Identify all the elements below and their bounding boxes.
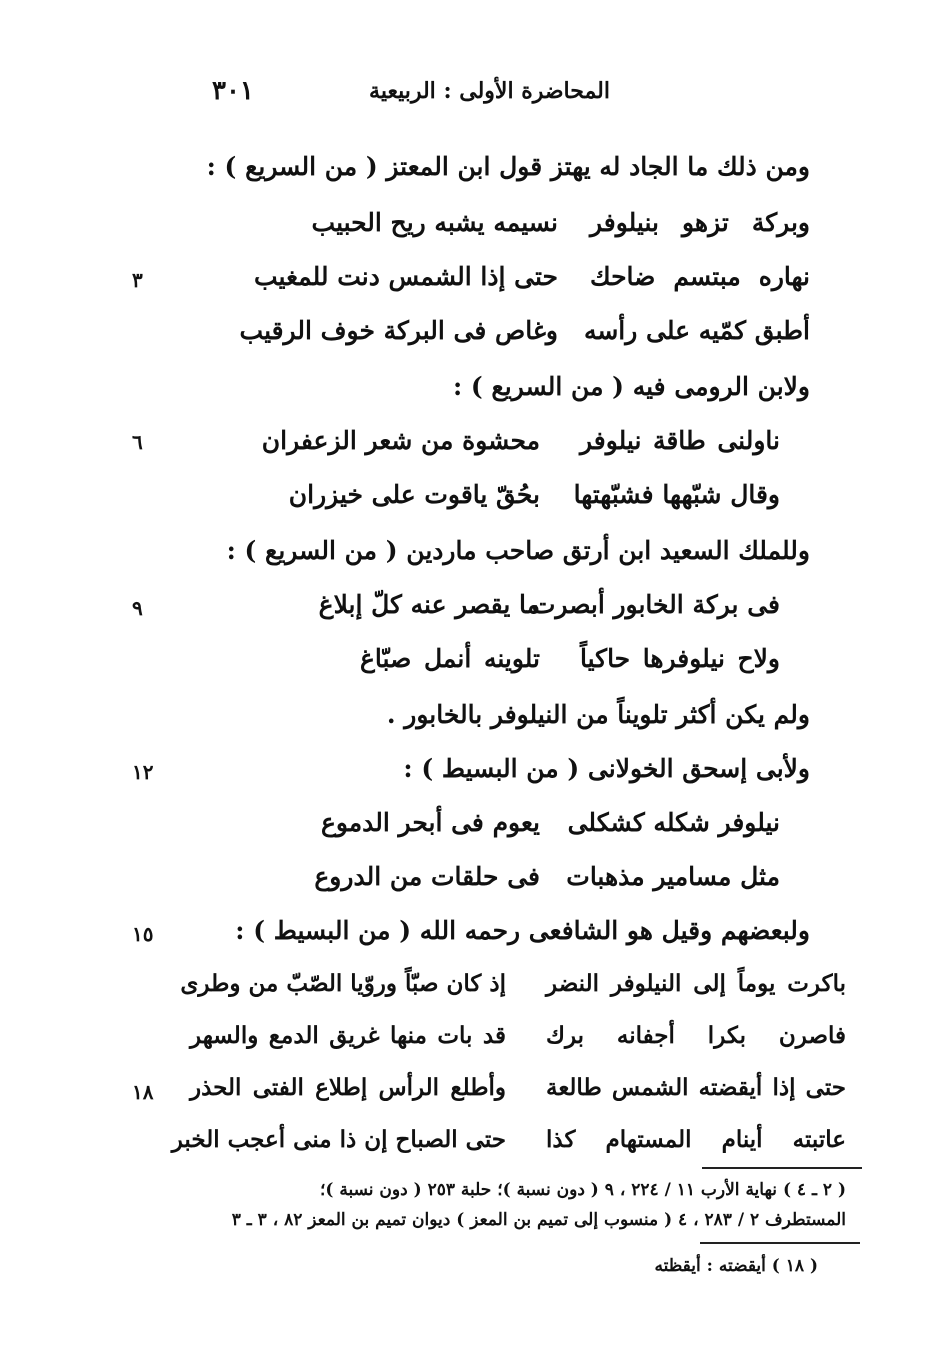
line-number-15: ١٥ <box>132 922 154 946</box>
line-number-3: ٣ <box>132 268 143 292</box>
verse-2-1-left: محشوة من شعر الزعفران <box>261 426 540 455</box>
verse-5-3-right: حتى إذا أيقضته الشمس طالعة <box>546 1074 846 1101</box>
verse-1-1-left: نسيمه يشبه ريح الحبيب <box>311 208 558 237</box>
verse-2-1-right: ناولنى طاقة نيلوفر <box>580 426 780 455</box>
verse-3-2-left: تلوينه أنمل صبّاغ <box>360 644 540 673</box>
prose-line: ولم يكن أكثر تلويناً من النيلوفر بالخابور . <box>386 700 810 729</box>
verse-5-3-left: وأطلع الرأس إطلاع الفتى الحذر <box>190 1074 506 1101</box>
verse-3-1-left: ما يقصر عنه كلّ إبلاغ <box>318 590 540 619</box>
page-header <box>200 78 620 118</box>
verse-1-3-left: وغاص فى البركة خوف الرقيب <box>239 316 558 345</box>
verse-5-2-left: قد بات منها غريق الدمع والسهر <box>190 1022 506 1049</box>
verse-5-2-right: فاصرن بكرا أجفانه برك <box>546 1022 846 1049</box>
verse-4-2-left: فى حلقات من الدروع <box>314 862 540 891</box>
verse-2-2-left: بحُقّ ياقوت على خيزران <box>288 480 540 509</box>
line-number-6: ٦ <box>132 430 143 454</box>
footnote-line-1: ( ٢ ـ ٤ ) نهاية الأرب ١١ / ٢٢٤ ، ٩ ( دون نسبة )؛ حلبة ٢٥٣ ( دون نسبة )؛ <box>320 1180 846 1200</box>
verse-1-1-right: وبركة تزهو بنيلوفر <box>590 208 810 237</box>
verse-2-2-right: وقال شبّهها فشبّهتها <box>573 480 780 509</box>
intro-line-5: ولبعضهم وقيل هو الشافعى رحمه الله ( من البسيط ) : <box>235 916 810 945</box>
verse-5-1-right: باكرت يوماً إلى النيلوفر النضر <box>546 970 846 997</box>
verse-5-4-left: حتى الصباح إن ذا منى أعجب الخبر <box>171 1126 506 1153</box>
footnote-line-3: ( ١٨ ) أيقضته : أيقظته <box>654 1256 818 1276</box>
running-title: المحاضرة الأولى : الربيعية <box>369 78 610 104</box>
footnote-line-2: المستطرف ٢ / ٢٨٣ ، ٤ ( منسوب إلى تميم بن المعز ) ديوان تميم بن المعز ٨٢ ، ٣ ـ ٣ <box>231 1210 846 1230</box>
page-number: ٣٠١ <box>212 76 254 106</box>
verse-4-1-left: يعوم فى أبحر الدموع <box>320 808 540 837</box>
intro-line-2: ولابن الرومى فيه ( من السريع ) : <box>452 372 810 401</box>
footnote-rule <box>702 1167 862 1169</box>
line-number-12: ١٢ <box>132 760 154 784</box>
verse-3-2-right: ولاح نيلوفرها حاكياً <box>580 644 780 673</box>
verse-1-3-right: أطبق كمّيه على رأسه <box>583 316 810 345</box>
verse-5-4-right: عاتبته أينام المستهام كذا <box>546 1126 846 1153</box>
intro-line-4: ولأبى إسحق الخولانى ( من البسيط ) : <box>403 754 810 783</box>
intro-line-1: ومن ذلك ما الجاد له يهتز قول ابن المعتز ( من السريع ) : <box>206 152 810 181</box>
verse-4-1-right: نيلوفر شكله كشكلى <box>567 808 780 837</box>
line-number-18: ١٨ <box>132 1080 154 1104</box>
footnote-rule-2 <box>700 1242 860 1244</box>
line-number-9: ٩ <box>132 596 143 620</box>
verse-1-2-left: حتى إذا الشمس دنت للمغيب <box>253 262 558 291</box>
intro-line-3: وللملك السعيد ابن أرتق صاحب ماردين ( من السريع ) : <box>226 536 810 565</box>
verse-4-2-right: مثل مسامير مذهبات <box>566 862 780 891</box>
verse-1-2-right: نهاره مبتسم ضاحك <box>590 262 810 291</box>
verse-3-1-right: فى بركة الخابور أبصرت <box>531 590 780 619</box>
verse-5-1-left: إذ كان صبّاً وروّيا الصّبّ من وطرى <box>180 970 506 997</box>
